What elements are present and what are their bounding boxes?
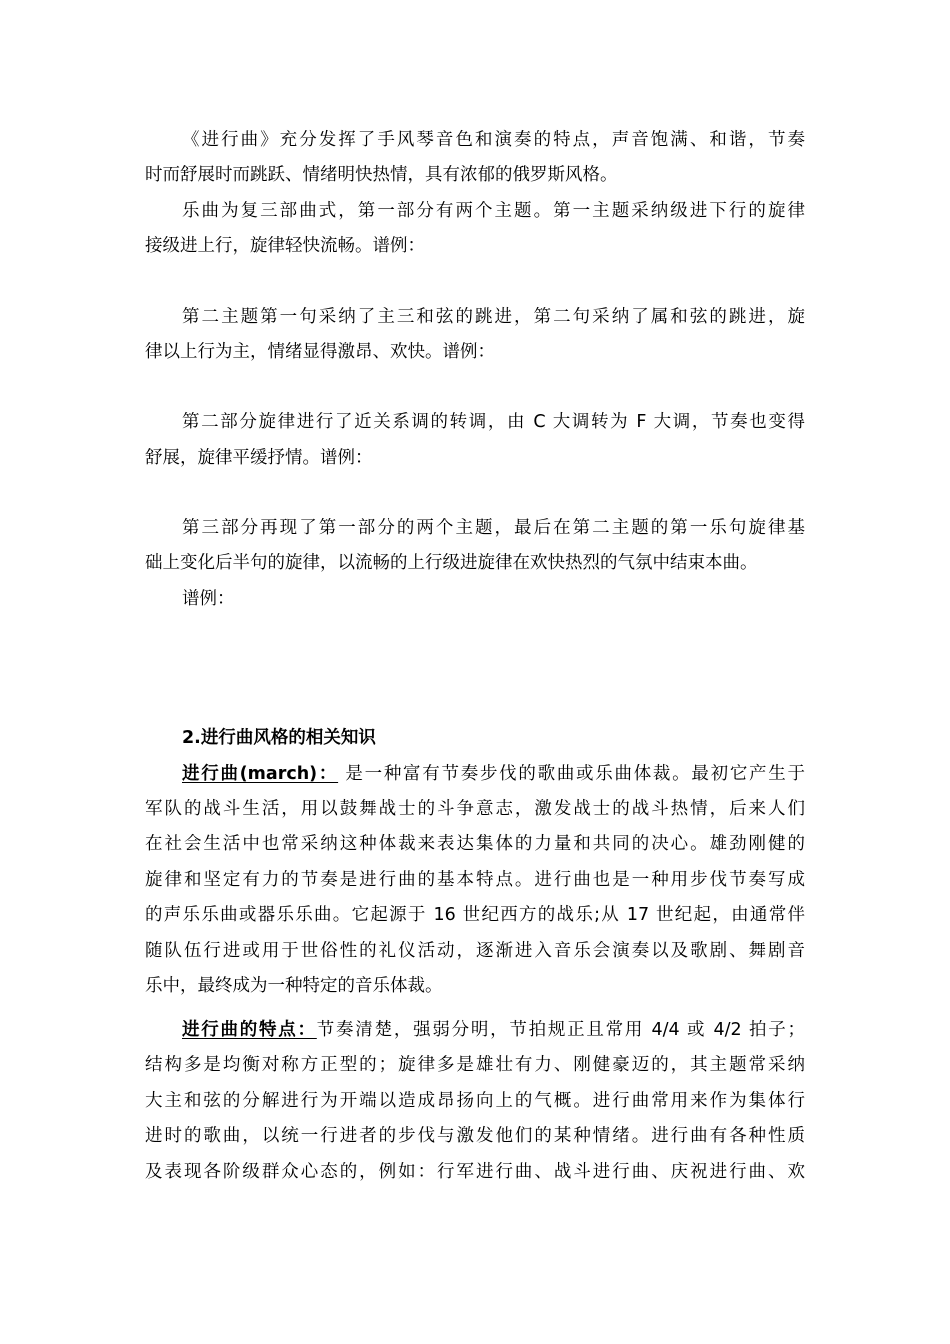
paragraph-line: 谱例：	[182, 589, 235, 609]
paragraph-line: 的声乐乐曲或器乐乐曲。它起源于 16 世纪西方的战乐;从 17 世纪起，由通常伴	[145, 905, 805, 925]
paragraph-line: 及表现各阶级群众心态的，例如：行军进行曲、战斗进行曲、庆祝进行曲、欢	[145, 1162, 805, 1182]
paragraph-line: 律以上行为主，情绪显得激昂、欢快。谱例：	[145, 342, 495, 362]
paragraph-line	[182, 762, 805, 786]
paragraph-line: 军队的战斗生活，用以鼓舞战士的斗争意志，激发战士的战斗热情，后来人们	[145, 799, 805, 819]
paragraph-line: 旋律和坚定有力的节奏是进行曲的基本特点。进行曲也是一种用步伐节奏写成	[145, 870, 805, 890]
section-heading: 2.进行曲风格的相关知识	[182, 728, 376, 748]
paragraph-line: 在社会生活中也常采纳这种体裁来表达集体的力量和共同的决心。雄劲刚健的	[145, 834, 805, 854]
paragraph-line: 础上变化后半句的旋律，以流畅的上行级进旋律在欢快热烈的气氛中结束本曲。	[145, 553, 758, 573]
paragraph-line: 第三部分再现了第一部分的两个主题，最后在第二主题的第一乐句旋律基	[182, 518, 805, 538]
paragraph-line: 大主和弦的分解进行为开端以造成昂扬向上的气概。进行曲常用来作为集体行	[145, 1091, 805, 1111]
paragraph-line: 随队伍行进或用于世俗性的礼仪活动，逐渐进入音乐会演奏以及歌剧、舞剧音	[145, 941, 805, 961]
paragraph-line: 时而舒展时而跳跃、情绪明快热情，具有浓郁的俄罗斯风格。	[145, 165, 618, 185]
paragraph-text: 是一种富有节奏步伐的歌曲或乐曲体裁。最初它产生于	[338, 764, 805, 784]
paragraph-line: 乐曲为复三部曲式，第一部分有两个主题。第一主题采纳级进下行的旋律	[182, 201, 805, 221]
paragraph-line: 乐中，最终成为一种特定的音乐体裁。	[145, 976, 443, 996]
paragraph-line	[182, 1018, 805, 1042]
paragraph-line: 《进行曲》充分发挥了手风琴音色和演奏的特点，声音饱满、和谐，节奏	[182, 130, 805, 150]
paragraph-line: 第二主题第一句采纳了主三和弦的跳进，第二句采纳了属和弦的跳进，旋	[182, 307, 805, 327]
term-march: 进行曲(march)：	[182, 764, 339, 784]
term-march-features: 进行曲的特点：	[182, 1020, 317, 1040]
paragraph-line: 结构多是均衡对称方正型的；旋律多是雄壮有力、刚健豪迈的，其主题常采纳	[145, 1055, 805, 1075]
paragraph-line: 进时的歌曲，以统一行进者的步伐与激发他们的某种情绪。进行曲有各种性质	[145, 1126, 805, 1146]
paragraph-line: 舒展，旋律平缓抒情。谱例：	[145, 448, 373, 468]
paragraph-line: 接级进上行，旋律轻快流畅。谱例：	[145, 236, 425, 256]
paragraph-text: 节奏清楚，强弱分明，节拍规正且常用 4/4 或 4/2 拍子；	[316, 1020, 806, 1040]
paragraph-line: 第二部分旋律进行了近关系调的转调，由 C 大调转为 F 大调，节奏也变得	[182, 412, 805, 432]
